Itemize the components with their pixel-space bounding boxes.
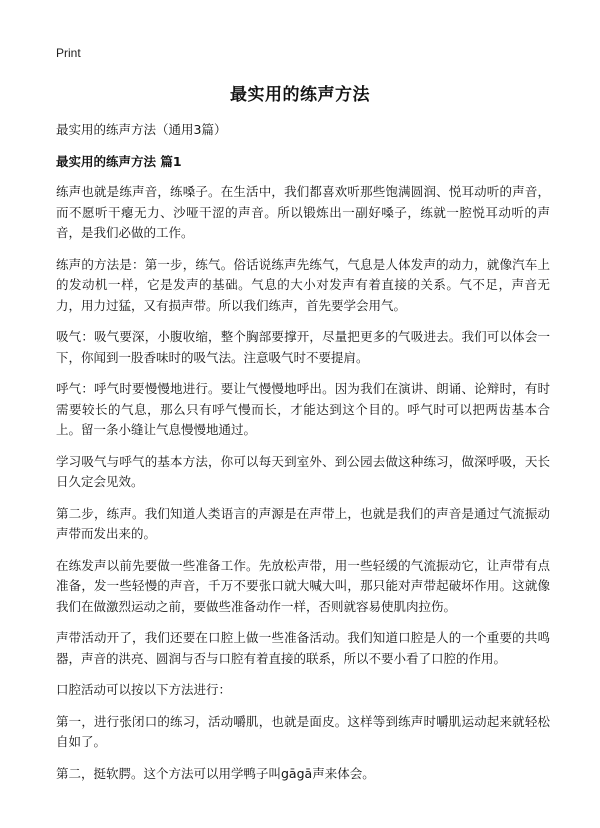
paragraph: 练声的方法是：第一步，练气。俗话说练声先练气，气息是人体发声的动力，就像汽车上的发动机一样，它是发声的基础。气息的大小对发声有着直接的关系。气不足，声音无力，用力过猛，又有损声带。所以我们练声，首先要学会用气。 bbox=[56, 256, 550, 313]
paragraph: 第一，进行张闭口的练习，活动嚼肌，也就是面皮。这样等到练声时嚼肌运动起来就轻松自如了。 bbox=[56, 713, 550, 749]
paragraph: 呼气：呼气时要慢慢地进行。要让气慢慢地呼出。因为我们在演讲、朗诵、论辩时，有时需要较长的气息，那么只有呼气慢而长，才能达到这个目的。呼气时可以把两齿基本合上。留一条小缝让气息慢慢地通过。 bbox=[56, 381, 550, 437]
paragraph: 第二步，练声。我们知道人类语言的声源是在声带上，也就是我们的声音是通过气流振动声带而发出来的。 bbox=[56, 505, 550, 541]
paragraph: 吸气：吸气要深，小腹收缩，整个胸部要撑开，尽量把更多的气吸进去。我们可以体会一下，你闻到一股香味时的吸气法。注意吸气时不要提肩。 bbox=[56, 329, 550, 365]
paragraph: 学习吸气与呼气的基本方法，你可以每天到室外、到公园去做这种练习，做深呼吸，天长日久定会见效。 bbox=[56, 453, 550, 489]
page-title: 最实用的练声方法 bbox=[230, 85, 370, 105]
paragraph: 口腔活动可以按以下方法进行： bbox=[56, 682, 232, 697]
paragraph: 在练发声以前先要做一些准备工作。先放松声带，用一些轻缓的气流振动它，让声带有点准备，发一些轻慢的声音，千万不要张口就大喊大叫，那只能对声带起破坏作用。这就像我们在做激烈运动之前，要做些准备动作一样，否则就容易使肌肉拉伤。 bbox=[56, 557, 550, 614]
section-heading: 最实用的练声方法 篇1 bbox=[56, 154, 182, 169]
paragraph: 声带活动开了，我们还要在口腔上做一些准备活动。我们知道口腔是人的一个重要的共鸣器，声音的洪亮、圆润与否与口腔有着直接的联系，所以不要小看了口腔的作用。 bbox=[56, 630, 550, 666]
paragraph: 第二，挺软腭。这个方法可以用学鸭子叫gāgā声来体会。 bbox=[56, 765, 375, 781]
document-subtitle: 最实用的练声方法（通用3篇） bbox=[56, 122, 227, 137]
paragraph: 练声也就是练声音，练嗓子。在生活中，我们都喜欢听那些饱满圆润、悦耳动听的声音，而不愿听干瘪无力、沙哑干涩的声音。所以锻炼出一副好嗓子，练就一腔悦耳动听的声音，是我们必做的工作。 bbox=[56, 184, 550, 240]
document-body bbox=[56, 120, 550, 795]
print-link[interactable]: Print bbox=[56, 46, 81, 60]
